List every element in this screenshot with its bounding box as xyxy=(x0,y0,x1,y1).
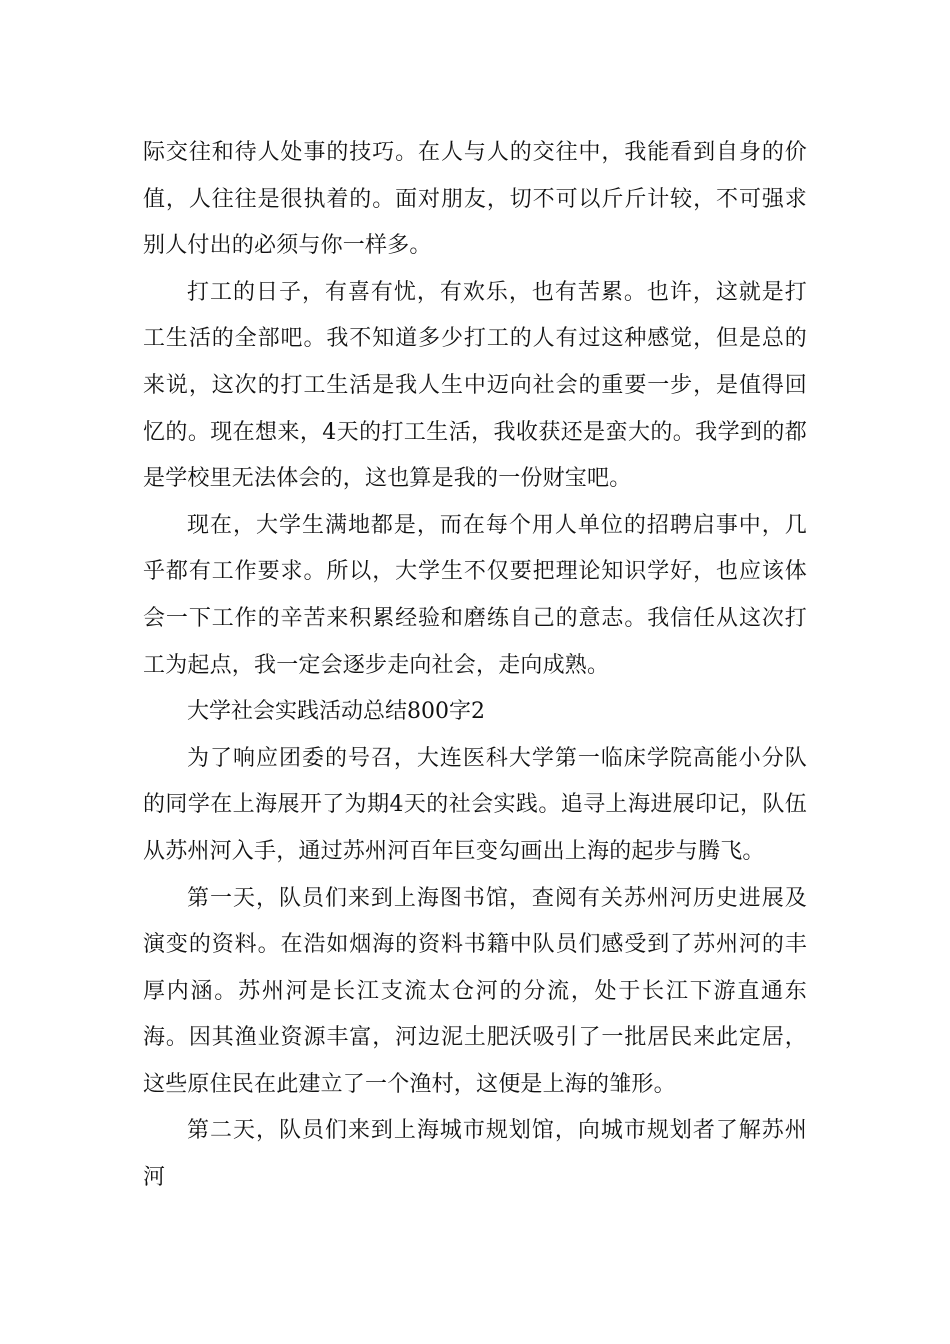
section-heading: 大学社会实践活动总结800字2 xyxy=(187,699,485,725)
paragraph-work-days: 打工的日子，有喜有忧，有欢乐，也有苦累。也许，这就是打工生活的全部吧。我不知道多少打工的人有过这种感觉，但是总的来说，这次的打工生活是我人生中迈向社会的重要一步，是值得回忆的。现在想来，4天的打工生活，我收获还是蛮大的。我学到的都是学校里无法体会的，这也算是我的一份财宝吧。 xyxy=(143,279,807,492)
paragraph-day-two: 第二天，队员们来到上海城市规划馆，向城市规划者了解苏州河 xyxy=(143,1118,807,1191)
document-body xyxy=(143,130,807,1202)
paragraph-college-students: 现在，大学生满地都是，而在每个用人单位的招聘启事中，几乎都有工作要求。所以，大学生不仅要把理论知识学好，也应该体会一下工作的辛苦来积累经验和磨练自己的意志。我信任从这次打工为起点，我一定会逐步走向社会，走向成熟。 xyxy=(143,512,807,678)
paragraph-continued: 际交往和待人处事的技巧。在人与人的交往中，我能看到自身的价值，人往往是很执着的。面对朋友，切不可以斤斤计较，不可强求别人付出的必须与你一样多。 xyxy=(143,140,807,259)
paragraph-team-intro: 为了响应团委的号召，大连医科大学第一临床学院高能小分队的同学在上海展开了为期4天的社会实践。追寻上海进展印记，队伍从苏州河入手，通过苏州河百年巨变勾画出上海的起步与腾飞。 xyxy=(143,745,807,864)
paragraph-day-one: 第一天，队员们来到上海图书馆，查阅有关苏州河历史进展及演变的资料。在浩如烟海的资料书籍中队员们感受到了苏州河的丰厚内涵。苏州河是长江支流太仓河的分流，处于长江下游直通东海。因其渔业资源丰富，河边泥土肥沃吸引了一批居民来此定居，这些原住民在此建立了一个渔村，这便是上海的雏形。 xyxy=(143,885,807,1097)
